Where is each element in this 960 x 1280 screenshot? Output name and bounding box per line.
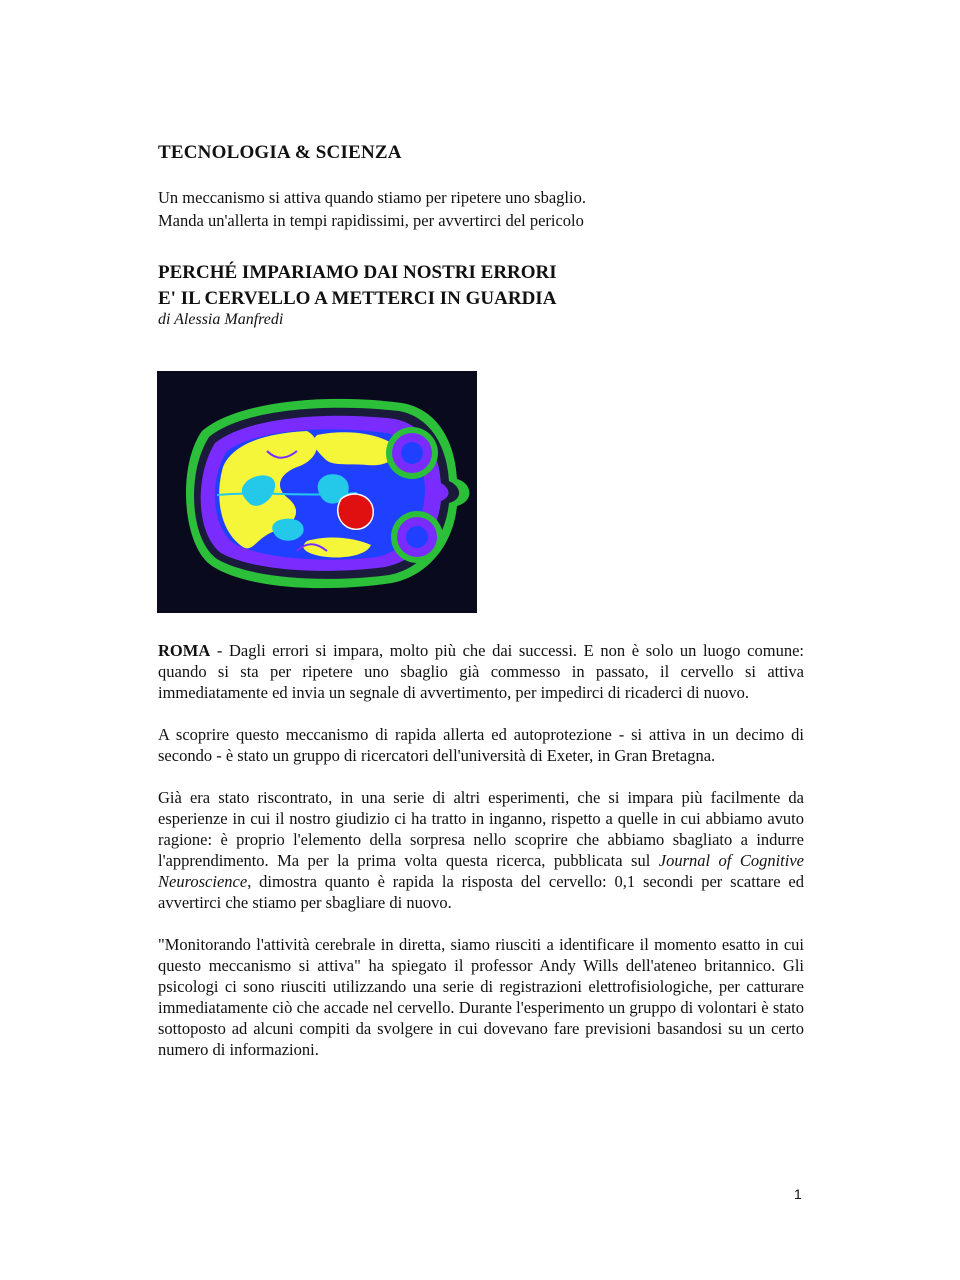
subtitle-line: Un meccanismo si attiva quando stiamo per ripetere uno sbaglio. xyxy=(158,188,586,207)
article-paragraph: A scoprire questo meccanismo di rapida allerta ed autoprotezione - si attiva in un decimo di secondo - è stato un gruppo di ricercatori dell'università di Exeter, in Gran Bretagna. xyxy=(158,725,804,765)
article-paragraph xyxy=(158,640,804,703)
article-byline: di Alessia Manfredi xyxy=(158,311,284,328)
article-body xyxy=(158,640,804,1060)
headline-line: E' IL CERVELLO A METTERCI IN GUARDIA xyxy=(158,288,557,309)
article-paragraph: "Monitorando l'attività cerebrale in diretta, siamo riusciti a identificare il momento esatto in cui questo meccanismo si attiva" ha spiegato il professor Andy Wills dell'ateneo britannico. Gli psicologi ci sono riusciti utilizzando una serie di registrazioni elettrofisiologiche, per catturare immediatamente ciò che accade nel cervello. Durante l'esperimento un gruppo di volontari è stato sottoposto ad alcuni compiti da svolgere in cui dovevano fare previsioni basandosi su un certo numero di informazioni. xyxy=(158,935,804,1059)
brain-scan-image xyxy=(157,371,477,613)
eye-orbit xyxy=(406,526,428,548)
headline-line: PERCHÉ IMPARIAMO DAI NOSTRI ERRORI xyxy=(158,262,557,283)
paragraph-text: Già era stato riscontrato, in una serie di altri esperimenti, che si impara più facilmente da esperienze in cui il nostro giudizio ci ha tratto in inganno, rispetto a quelle in cui abbiamo avuto ragione: è proprio l'elemento della sorpresa nello scoprire che abbiamo sbagliato a indurre l'apprendimento. Ma per la prima volta questa ricerca, pubblicata sul xyxy=(158,788,804,870)
eye-orbit xyxy=(401,442,423,464)
subtitle-line: Manda un'allerta in tempi rapidissimi, per avvertirci del pericolo xyxy=(158,211,584,230)
section-title: TECNOLOGIA & SCIENZA xyxy=(158,142,402,163)
article-headline xyxy=(158,260,557,312)
journal-name: Journal of Cognitive Neuroscience xyxy=(158,851,804,891)
article-subtitle xyxy=(158,186,586,232)
brain-midline xyxy=(217,493,357,495)
article-paragraph xyxy=(158,787,804,913)
paragraph-text: - Dagli errori si impara, molto più che dai successi. E non è solo un luogo comune: quando si sta per ripetere uno sbaglio già commesso in passato, il cervello si attiva immediatamente ed invia un segnale di avvertimento, per impedirci di ricaderci di nuovo. xyxy=(158,641,804,702)
page-number: 1 xyxy=(794,1186,802,1202)
paragraph-text: , dimostra quanto è rapida la risposta del cervello: 0,1 secondi per scattare ed avvertirci che stiamo per sbagliare di nuovo. xyxy=(158,872,804,912)
dateline: ROMA xyxy=(158,641,211,660)
